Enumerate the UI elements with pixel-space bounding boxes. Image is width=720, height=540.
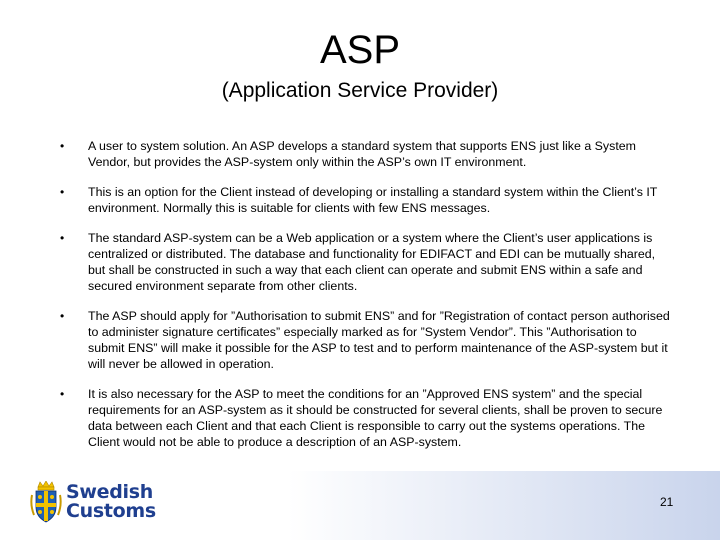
slide-subtitle: (Application Service Provider): [221, 79, 499, 102]
bullet-item: [60, 138, 670, 170]
bullet-text: A user to system solution. An ASP develops a standard system that supports ENS just like a System Vendor, but provides the ASP-system only within the ASP’s own IT environment.: [88, 139, 636, 169]
slide-title: ASP: [319, 28, 401, 72]
logo-wordmark: [66, 483, 156, 521]
bullet-item: [60, 308, 670, 372]
bullet-item: [60, 230, 670, 294]
bullet-dot: •: [60, 309, 65, 323]
swedish-customs-logo: [30, 478, 156, 526]
bullet-item: [60, 386, 670, 450]
bullet-list: [60, 138, 670, 464]
bullet-dot: •: [60, 139, 65, 153]
bullet-text: The ASP should apply for ”Authorisation to submit ENS” and for ”Registration of contact person authorised to administer signature certificates” especially marked as for ”System Vendor”. This ”Authorisation to submit ENS” will make it possible for the ASP to test and to perform maintenance of the ASP-system but it will never be allowed in operation.: [88, 309, 670, 371]
bullet-item: [60, 184, 670, 216]
logo-line-2: Customs: [66, 500, 156, 522]
bullet-text: This is an option for the Client instead of developing or installing a standard system within the Client’s IT environment. Normally this is suitable for clients with few ENS messages.: [88, 185, 658, 215]
logo-line-1: Swedish: [66, 481, 153, 503]
page-number: 21: [660, 495, 674, 509]
bullet-text: It is also necessary for the ASP to meet the conditions for an ”Approved ENS system” and the special requirements for an ASP-system as it should be constructed for several clients, shall be proven to secure data between each Client and that each Client is responsible to carry out the systems operations. The Client would not be able to produce a description of an ASP-system.: [88, 387, 663, 449]
bullet-text: The standard ASP-system can be a Web application or a system where the Client’s user applications is centralized or distributed. The database and functionality for EDIFACT and EDI can be mutually shared, but shall be constructed in such a way that each client can operate and submit ENS within a safe and secured environment separate from other clients.: [88, 231, 656, 293]
bullet-dot: •: [60, 231, 65, 245]
bullet-dot: •: [60, 387, 65, 401]
bullet-dot: •: [60, 185, 65, 199]
swedish-crest-icon: [30, 481, 62, 523]
